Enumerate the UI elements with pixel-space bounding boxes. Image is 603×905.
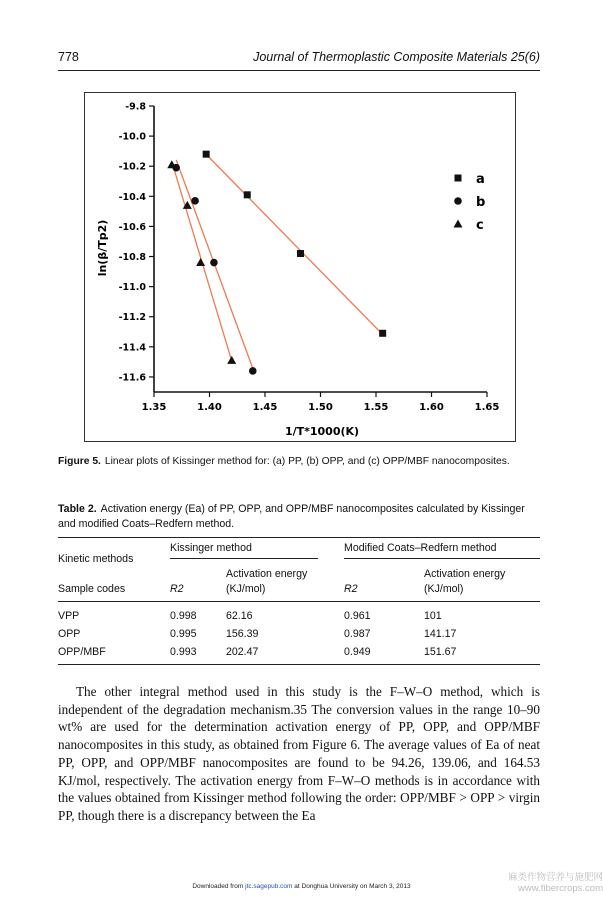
- watermark-line-1: 麻类作物营养与施肥网: [507, 872, 603, 883]
- data-point-a: [203, 151, 210, 158]
- row-sample-code: OPP: [58, 628, 81, 640]
- y-ticks: [119, 102, 154, 384]
- x-tick-label: 1.65: [474, 402, 500, 413]
- row-kissinger-ea: 62.16: [226, 610, 253, 622]
- table-header-rule: [58, 601, 540, 602]
- data-point-b: [191, 197, 199, 205]
- running-header: [58, 50, 540, 68]
- site-watermark: [478, 872, 603, 894]
- y-tick-label: -10.2: [118, 161, 146, 173]
- header-coats-redfern: Modified Coats–Redfern method: [344, 542, 497, 554]
- legend: [454, 172, 486, 233]
- row-kissinger-ea: 156.39: [226, 628, 259, 640]
- row-coats-ea: 151.67: [424, 646, 457, 658]
- figure-caption-text: Linear plots of Kissinger method for: (a) PP, (b) OPP, and (c) OPP/MBF nanocomposites.: [104, 456, 510, 467]
- journal-title: Journal of Thermoplastic Composite Materials 25(6): [253, 50, 540, 64]
- header-r2-kissinger: R2: [170, 583, 184, 595]
- data-point-a: [244, 191, 251, 198]
- row-kissinger-ea: 202.47: [226, 646, 259, 658]
- y-tick-label: -11.4: [118, 342, 146, 354]
- table-caption: [58, 502, 540, 532]
- data-point-a: [297, 250, 304, 257]
- y-tick-label: -9.8: [125, 101, 146, 113]
- fit-line-a: [206, 154, 382, 334]
- data-point-a: [379, 330, 386, 337]
- header-ea-coats-1: Activation energy: [424, 568, 506, 580]
- coats-span-rule: [344, 558, 540, 559]
- x-tick-label: 1.35: [141, 402, 167, 413]
- data-point-c: [227, 356, 236, 364]
- table-bottom-rule: [58, 664, 540, 665]
- table-caption-label: Table 2.: [58, 503, 97, 515]
- header-rule: [58, 70, 540, 71]
- table-caption-text: Activation energy (Ea) of PP, OPP, and OPP/MBF nanocomposites calculated by Kissinger and modified Coats–Redfern method.: [58, 503, 525, 530]
- watermark-line-2: www.fibercrops.com: [518, 883, 603, 894]
- legend-marker-c: [454, 220, 463, 228]
- row-coats-r2: 0.961: [344, 610, 371, 622]
- x-tick-label: 1.45: [252, 402, 278, 413]
- table-top-rule: [58, 537, 540, 538]
- page-number: 778: [58, 50, 79, 64]
- header-kinetic-methods: Kinetic methods: [58, 553, 134, 565]
- y-tick-label: -10.4: [118, 191, 146, 203]
- legend-label-c: c: [476, 218, 484, 233]
- figure-caption: [58, 455, 548, 469]
- footer-link[interactable]: jtc.sagepub.com: [245, 883, 293, 890]
- footer-suffix: at Donghua University on March 3, 2013: [294, 883, 411, 890]
- header-ea-kissinger-1: Activation energy: [226, 568, 308, 580]
- row-kissinger-r2: 0.998: [170, 610, 197, 622]
- figure-frame: [85, 93, 516, 442]
- header-sample-codes: Sample codes: [58, 583, 126, 595]
- row-coats-ea: 141.17: [424, 628, 457, 640]
- row-sample-code: OPP/MBF: [58, 646, 106, 658]
- row-kissinger-r2: 0.993: [170, 646, 197, 658]
- y-tick-label: -10.6: [118, 221, 146, 233]
- kissinger-plot: [84, 92, 516, 442]
- x-tick-label: 1.50: [308, 402, 333, 413]
- y-tick-label: -10.0: [118, 131, 146, 143]
- x-ticks: [142, 392, 500, 413]
- legend-label-a: a: [476, 172, 485, 187]
- footer-prefix: Downloaded from: [192, 883, 244, 890]
- y-tick-label: -10.8: [118, 252, 146, 264]
- row-coats-ea: 101: [424, 610, 442, 622]
- legend-label-b: b: [476, 195, 486, 210]
- row-kissinger-r2: 0.995: [170, 628, 197, 640]
- y-tick-label: -11.0: [118, 282, 146, 294]
- data-point-c: [196, 258, 205, 266]
- row-coats-r2: 0.949: [344, 646, 371, 658]
- x-tick-label: 1.40: [197, 402, 222, 413]
- header-ea-kissinger-2: (KJ/mol): [226, 583, 266, 595]
- row-coats-r2: 0.987: [344, 628, 371, 640]
- y-axis-label: ln(β/Tp2): [96, 219, 109, 277]
- body-paragraph-text: The other integral method used in this study is the F–W–O method, which is independent of the degradation mechanism.35 The conversion values in the range 10–90 wt% are used for the determination activation energy of PP, OPP, and OPP/MBF nanocomposites in this study, as obtained from Figure 6. The average values of Ea of neat PP, OPP, and OPP/MBF nanocomposites are found to be 94.26, 139.06, and 164.53 KJ/mol, respectively. The activation energy from F–W–O methods is in accordance with the values obtained from Kissinger method following the order: OPP/MBF > OPP > virgin PP, though there is a discrepancy between the Ea: [58, 684, 540, 823]
- row-sample-code: VPP: [58, 610, 80, 622]
- body-paragraph: [58, 683, 540, 825]
- data-point-b: [210, 259, 218, 267]
- figure-caption-label: Figure 5.: [58, 456, 101, 467]
- x-tick-label: 1.60: [419, 402, 444, 413]
- legend-marker-a: [455, 175, 462, 182]
- kissinger-span-rule: [170, 558, 318, 559]
- fit-lines: [172, 154, 383, 368]
- header-r2-coats: R2: [344, 583, 358, 595]
- x-axis-label: 1/T*1000(K): [284, 425, 360, 438]
- y-tick-label: -11.6: [118, 372, 146, 384]
- legend-marker-b: [454, 197, 462, 205]
- header-kissinger: Kissinger method: [170, 542, 252, 554]
- header-ea-coats-2: (KJ/mol): [424, 583, 464, 595]
- data-markers: [167, 151, 386, 375]
- y-tick-label: -11.2: [118, 312, 146, 324]
- data-point-b: [249, 367, 257, 375]
- x-tick-label: 1.55: [363, 402, 389, 413]
